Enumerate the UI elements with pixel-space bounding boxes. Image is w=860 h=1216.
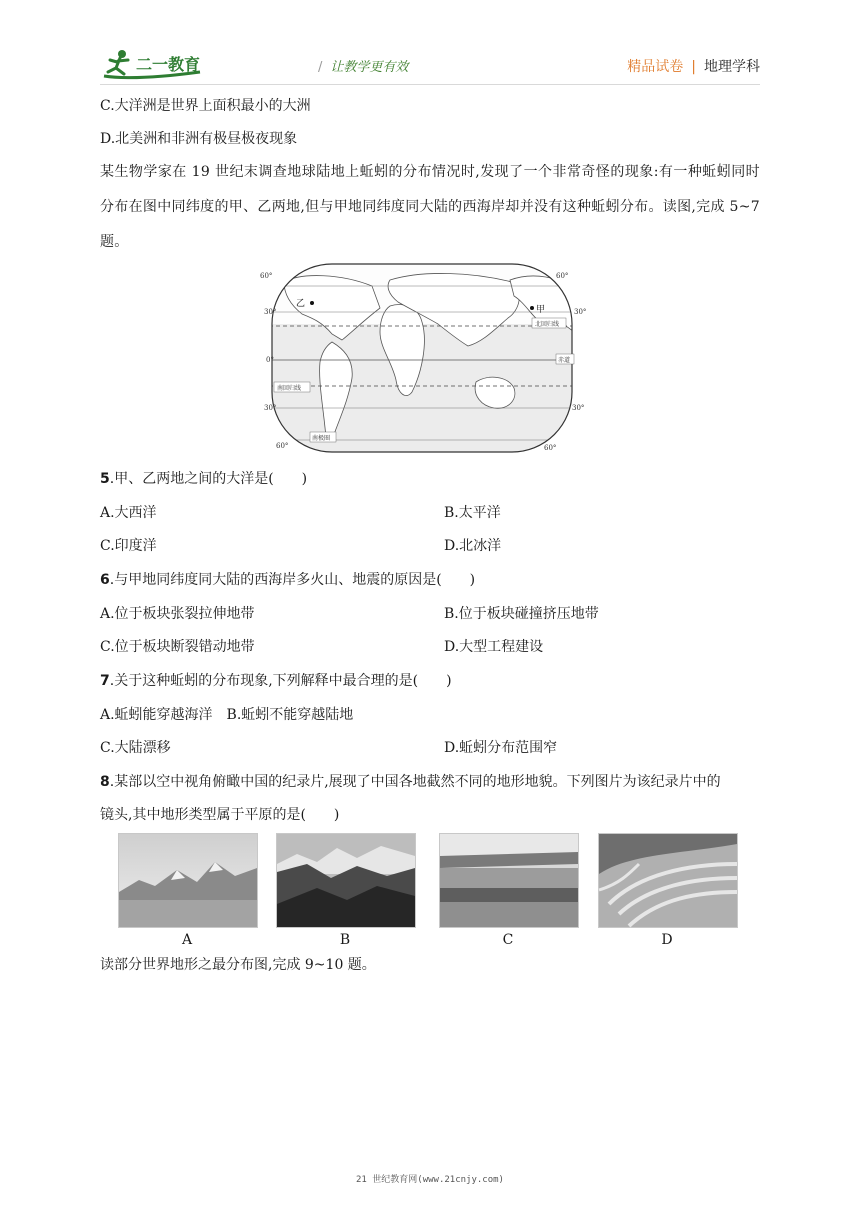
- photo-label-c: C: [502, 932, 514, 948]
- place-jia: 甲: [536, 305, 546, 315]
- question-5: 5.甲、乙两地之间的大洋是( ): [100, 471, 308, 487]
- place-yi: 乙: [296, 299, 306, 309]
- option-c-prev: C.大洋洲是世界上面积最小的大洲: [100, 98, 311, 114]
- svg-text:0°: 0°: [266, 356, 274, 364]
- label-south-tropic: 南回归线: [277, 385, 302, 392]
- svg-text:30°: 30°: [572, 404, 585, 412]
- label-equator: 赤道: [558, 357, 571, 364]
- header-divider: [100, 84, 760, 85]
- q7-option-row1: [100, 706, 353, 724]
- photo-label-a: A: [181, 932, 193, 948]
- question-6: 6.与甲地同纬度同大陆的西海岸多火山、地震的原因是( ): [100, 572, 476, 588]
- q5-option-a: A.大西洋: [100, 505, 157, 521]
- svg-text:60°: 60°: [260, 272, 273, 280]
- q7-option-c: C.大陆漂移: [100, 740, 171, 756]
- q6-option-row2: [100, 638, 544, 656]
- q6-option-d: D.大型工程建设: [444, 639, 544, 655]
- q7-option-row2: [100, 739, 558, 757]
- page-header: [100, 46, 760, 82]
- q5-option-row1: [100, 504, 501, 522]
- landform-photos: [112, 833, 752, 953]
- q7-option-d: D.蚯蚓分布范围窄: [444, 740, 558, 756]
- q6-option-b: B.位于板块碰撞挤压地带: [444, 606, 599, 622]
- place-jia-marker: [530, 306, 534, 310]
- q6-option-row1: [100, 605, 599, 623]
- logo-icon: [100, 46, 240, 82]
- q7-option-ab: A.蚯蚓能穿越海洋 B.蚯蚓不能穿越陆地: [100, 707, 354, 723]
- q6-option-a: A.位于板块张裂拉伸地带: [100, 606, 255, 622]
- slogan: / 让教学更有效: [318, 60, 409, 75]
- question-7: 7.关于这种蚯蚓的分布现象,下列解释中最合理的是( ): [100, 673, 452, 689]
- svg-text:60°: 60°: [276, 442, 289, 450]
- question-8: 8.某部以空中视角俯瞰中国的纪录片,展现了中国各地截然不同的地形地貌。下列图片为该纪录片中的: [100, 774, 721, 790]
- label-antarctic-circle: 南极圈: [312, 435, 331, 442]
- tag-subject: 地理学科: [704, 59, 760, 75]
- q5-option-d: D.北冰洋: [444, 538, 502, 554]
- svg-text:60°: 60°: [544, 444, 557, 452]
- passage-text: 某生物学家在 19 世纪末调查地球陆地上蚯蚓的分布情况时,发现了一个非常奇怪的现象:有一种蚯蚓同时分布在图中同纬度的甲、乙两地,但与甲地同纬度同大陆的西海岸却并没有这种蚯蚓分布。读图,完成 5~7 题。: [100, 164, 760, 250]
- tag-quality: 精品试卷: [627, 59, 684, 75]
- photo-a: [118, 833, 258, 928]
- photo-d: [598, 833, 738, 928]
- svg-text:30°: 30°: [264, 404, 277, 412]
- option-d-prev: D.北美洲和非洲有极昼极夜现象: [100, 131, 298, 147]
- label-north-tropic: 北回归线: [535, 321, 560, 328]
- photo-c: [439, 833, 579, 928]
- q5-option-row2: [100, 537, 502, 555]
- q6-option-c: C.位于板块断裂错动地带: [100, 639, 255, 655]
- q5-option-b: B.太平洋: [444, 505, 501, 521]
- header-tags: 精品试卷 | 地理学科: [627, 59, 760, 75]
- photo-label-b: B: [339, 932, 351, 948]
- world-map: [262, 262, 592, 454]
- svg-text:二一教育: 二一教育: [136, 55, 201, 74]
- q5-option-c: C.印度洋: [100, 538, 157, 554]
- svg-text:30°: 30°: [264, 308, 277, 316]
- question-8-line2: 镜头,其中地形类型属于平原的是( ): [100, 807, 340, 823]
- photo-label-d: D: [661, 932, 673, 948]
- place-yi-marker: [310, 301, 314, 305]
- svg-text:60°: 60°: [556, 272, 569, 280]
- page-footer: 21 世纪教育网(www.21cnjy.com): [356, 1175, 504, 1185]
- svg-text:30°: 30°: [574, 308, 587, 316]
- next-intro: 读部分世界地形之最分布图,完成 9~10 题。: [100, 957, 376, 973]
- photo-b: [276, 833, 416, 928]
